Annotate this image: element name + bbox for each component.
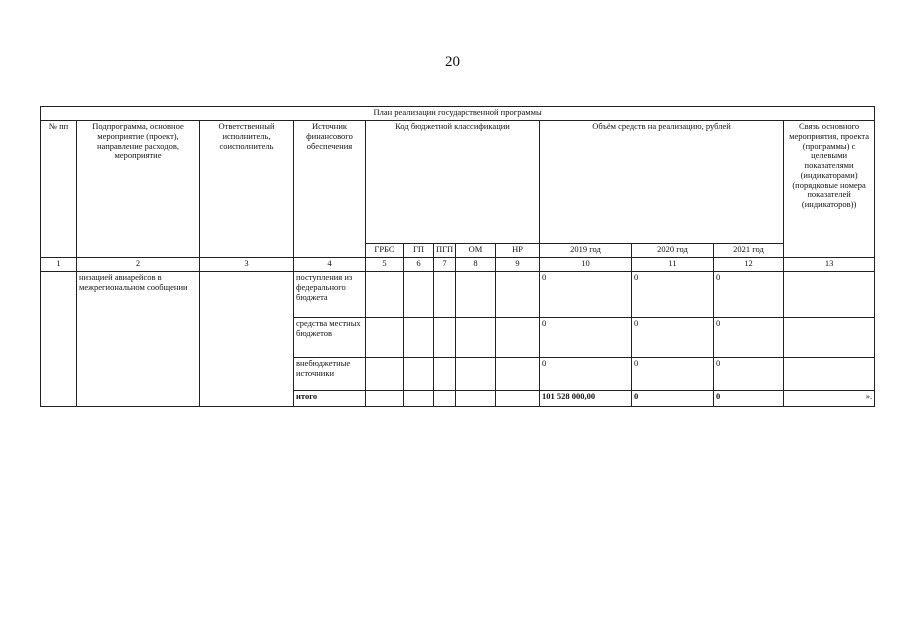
value-2021-cell: 0 [714,358,784,391]
value-2019-cell: 0 [540,358,632,391]
column-number: 2 [77,258,200,272]
value-2020-cell: 0 [632,272,714,318]
row-number-cell [41,272,77,407]
page-number: 20 [445,54,460,70]
header-volume: Объём средств на реализацию, рублей [540,121,784,244]
end-mark: ». [784,391,875,407]
source-cell: средства местных бюджетов [294,318,366,358]
column-number: 7 [434,258,456,272]
subheader-2020: 2020 год [632,244,714,258]
subheader-gp: ГП [404,244,434,258]
header-number: № пп [41,121,77,258]
executor-cell [200,272,294,407]
header-subprogram: Подпрограмма, основное мероприятие (проект), направление расходов, мероприятие [77,121,200,258]
column-number: 13 [784,258,875,272]
header-executor: Ответственный исполнитель, соисполнитель [200,121,294,258]
total-2019: 101 528 000,00 [540,391,632,407]
source-cell: поступления из федерального бюджета [294,272,366,318]
value-2021-cell: 0 [714,272,784,318]
total-2021: 0 [714,391,784,407]
source-cell: внебюджетные источники [294,358,366,391]
header-source: Источник финансового обеспечения [294,121,366,258]
column-number: 12 [714,258,784,272]
column-number: 6 [404,258,434,272]
total-label: итого [294,391,366,407]
value-2020-cell: 0 [632,318,714,358]
column-number: 10 [540,258,632,272]
column-number: 9 [496,258,540,272]
column-number: 4 [294,258,366,272]
column-number-row [41,258,875,272]
column-number: 1 [41,258,77,272]
activity-cell: низацией авиарейсов в межрегиональном сообщении [77,272,200,407]
plan-table [40,106,875,407]
table-title: План реализации государственной программы [41,107,875,121]
total-2020: 0 [632,391,714,407]
subheader-pgp: ПГП [434,244,456,258]
value-2019-cell: 0 [540,318,632,358]
column-number: 11 [632,258,714,272]
header-link: Связь основного мероприятия, проекта (программы) с целевыми показателями (индикаторами) (порядковые номера показателей (индикаторов)) [784,121,875,258]
subheader-grbs: ГРБС [366,244,404,258]
value-2019-cell: 0 [540,272,632,318]
header-budget-code: Код бюджетной классификации [366,121,540,244]
column-number: 3 [200,258,294,272]
column-number: 5 [366,258,404,272]
value-2021-cell: 0 [714,318,784,358]
subheader-nr: НР [496,244,540,258]
table-row [41,272,875,318]
column-number: 8 [456,258,496,272]
value-2020-cell: 0 [632,358,714,391]
subheader-2019: 2019 год [540,244,632,258]
subheader-om: ОМ [456,244,496,258]
subheader-2021: 2021 год [714,244,784,258]
